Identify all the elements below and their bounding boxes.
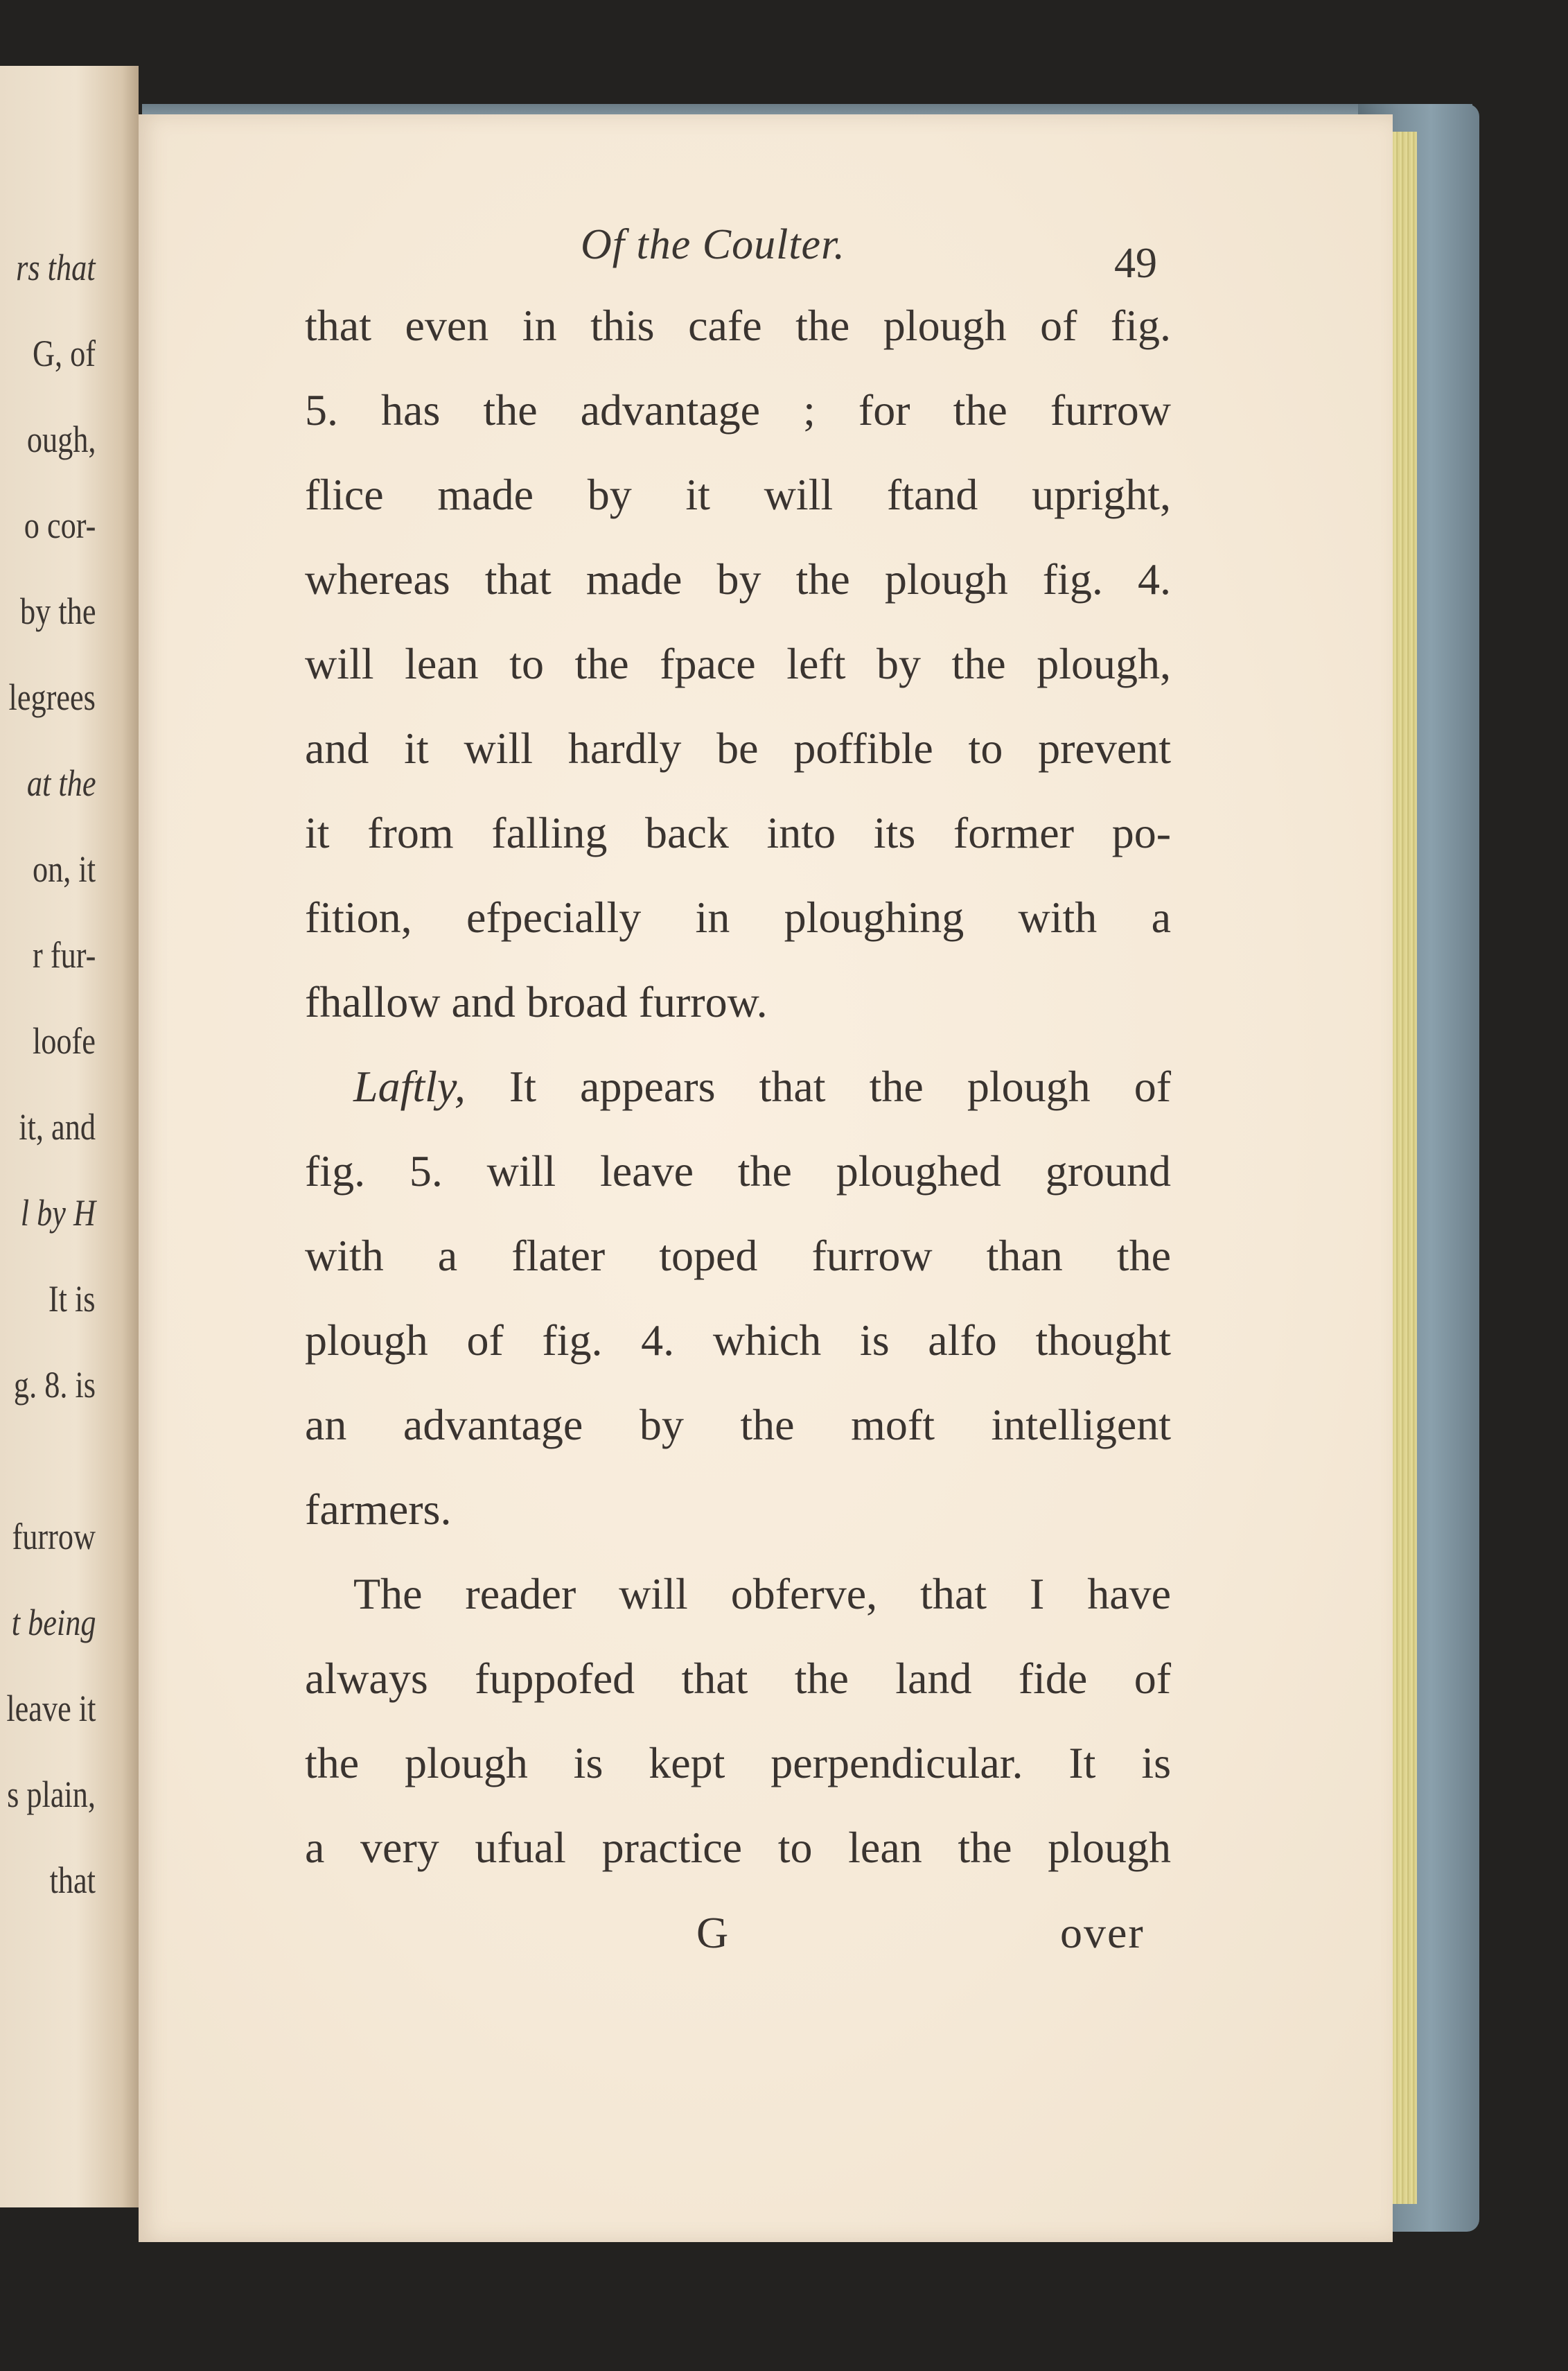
verso-line: It is [49, 1278, 96, 1320]
text-line [305, 1225, 1171, 1287]
line-text: The reader will obferve, that I have [353, 1569, 1171, 1618]
line-text: will lean to the fpace left by the plough, [305, 639, 1171, 688]
line-text: flice made by it will ftand upright, [305, 470, 1171, 519]
signature-mark: G [696, 1908, 729, 1957]
verso-line: g. 8. is [13, 1364, 96, 1406]
line-text: plough of fig. 4. which is alfo thought [305, 1315, 1171, 1365]
text-line [305, 1563, 1171, 1625]
line-text: 5. has the advantage ; for the furrow [305, 385, 1171, 435]
text-line [305, 464, 1171, 526]
text-line [305, 802, 1171, 864]
line-text: an advantage by the moft intelligent [305, 1400, 1171, 1449]
line-text: that even in this cafe the plough of fig. [305, 301, 1171, 350]
text-line [305, 295, 1171, 357]
line-text: always fuppofed that the land fide of [305, 1654, 1171, 1703]
line-text: a very ufual practice to lean the plough [305, 1823, 1171, 1872]
line-text: It appears that the plough of [465, 1062, 1171, 1111]
verso-line: G, of [32, 333, 96, 374]
verso-page [0, 66, 139, 2207]
text-line [305, 1732, 1171, 1794]
verso-line: t being [11, 1602, 96, 1643]
italic-lead-word: Laftly, [353, 1062, 466, 1111]
line-text: and it will hardly be poffible to prevent [305, 724, 1171, 773]
verso-line: l by H [20, 1192, 96, 1234]
text-line [305, 1056, 1171, 1118]
verso-line: s plain, [7, 1774, 96, 1815]
verso-line: loofe [33, 1020, 96, 1062]
text-line [305, 886, 1171, 949]
line-text: the plough is kept perpendicular. It is [305, 1738, 1171, 1787]
line-text: whereas that made by the plough fig. 4. [305, 554, 1171, 604]
verso-line: it, and [19, 1106, 96, 1148]
verso-line: r fur- [32, 934, 96, 976]
text-line [305, 1309, 1171, 1372]
text-line [305, 633, 1171, 695]
line-text: with a flater toped furrow than the [305, 1231, 1171, 1280]
page-number: 49 [1114, 240, 1157, 287]
line-text: fig. 5. will leave the ploughed ground [305, 1146, 1171, 1196]
verso-line: by the [19, 590, 96, 632]
verso-line: leave it [6, 1688, 96, 1729]
line-text: it from falling back into its former po- [305, 808, 1171, 857]
text-line [305, 717, 1171, 780]
text-line [305, 548, 1171, 611]
text-line [305, 1817, 1171, 1879]
text-line [305, 1140, 1171, 1202]
text-line [305, 379, 1171, 441]
catchword: over [1060, 1908, 1145, 1957]
text-line [305, 1478, 1171, 1541]
running-head: Of the Coulter. [581, 221, 845, 268]
verso-line: at the [26, 762, 96, 804]
line-text: fition, efpecially in ploughing with a [305, 893, 1171, 942]
text-line [305, 1647, 1171, 1710]
verso-line: ough, [26, 419, 96, 460]
verso-line: rs that [16, 247, 96, 288]
verso-line: o cor- [24, 505, 96, 546]
line-text: farmers. [305, 1485, 452, 1534]
verso-line: that [49, 1860, 96, 1901]
verso-line: on, it [32, 848, 96, 890]
verso-line: furrow [12, 1516, 96, 1557]
text-line [305, 1394, 1171, 1456]
line-text: fhallow and broad furrow. [305, 977, 768, 1026]
verso-line: legrees [8, 676, 96, 718]
text-line [305, 971, 1171, 1033]
